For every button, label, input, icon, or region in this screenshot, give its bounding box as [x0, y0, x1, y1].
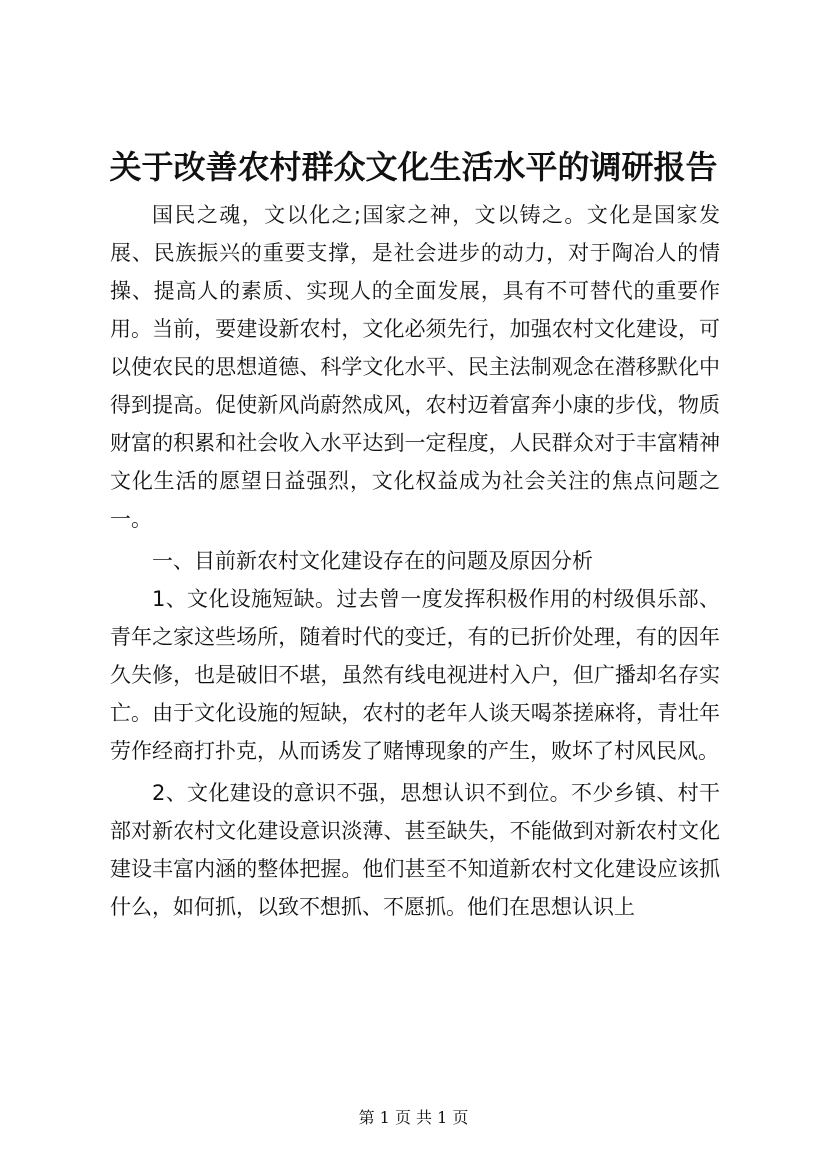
paragraph-item-1: 1、文化设施短缺。过去曾一度发挥积极作用的村级俱乐部、青年之家这些场所，随着时代的变迁，有的已折价处理，有的因年久失修，也是破旧不堪，虽然有线电视进村入户，但广播却名存实亡。由于文化设施的短缺，农村的老年人谈天喝茶搓麻将，青壮年劳作经商打扑克，从而诱发了赌博现象的产生，败坏了村风民风。 — [110, 587, 720, 763]
section-heading-1: 一、目前新农村文化建设存在的问题及原因分析 — [152, 549, 593, 573]
document-title: 关于改善农村群众文化生活水平的调研报告 — [109, 148, 718, 186]
paragraph-intro: 国民之魂，文以化之;国家之神，文以铸之。文化是国家发展、民族振兴的重要支撑，是社会进步的动力，对于陶冶人的情操、提高人的素质、实现人的全面发展，具有不可替代的重要作用。当前，要建设新农村，文化必须先行，加强农村文化建设，可以使农民的思想道德、科学文化水平、民主法制观念在潜移默化中得到提高。促使新风尚蔚然成风，农村迈着富奔小康的步伐，物质财富的积累和社会收入水平达到一定程度，人民群众对于丰富精神文化生活的愿望日益强烈，文化权益成为社会关注的焦点问题之一。 — [110, 203, 720, 531]
document-body — [110, 196, 720, 926]
page-number-footer: 第 1 页 共 1 页 — [358, 1108, 469, 1127]
paragraph-item-2: 2、文化建设的意识不强，思想认识不到位。不少乡镇、村干部对新农村文化建设意识淡薄、甚至缺失，不能做到对新农村文化建设丰富内涵的整体把握。他们甚至不知道新农村文化建设应该抓什么，如何抓，以致不想抓、不愿抓。他们在思想认识上 — [110, 781, 720, 919]
